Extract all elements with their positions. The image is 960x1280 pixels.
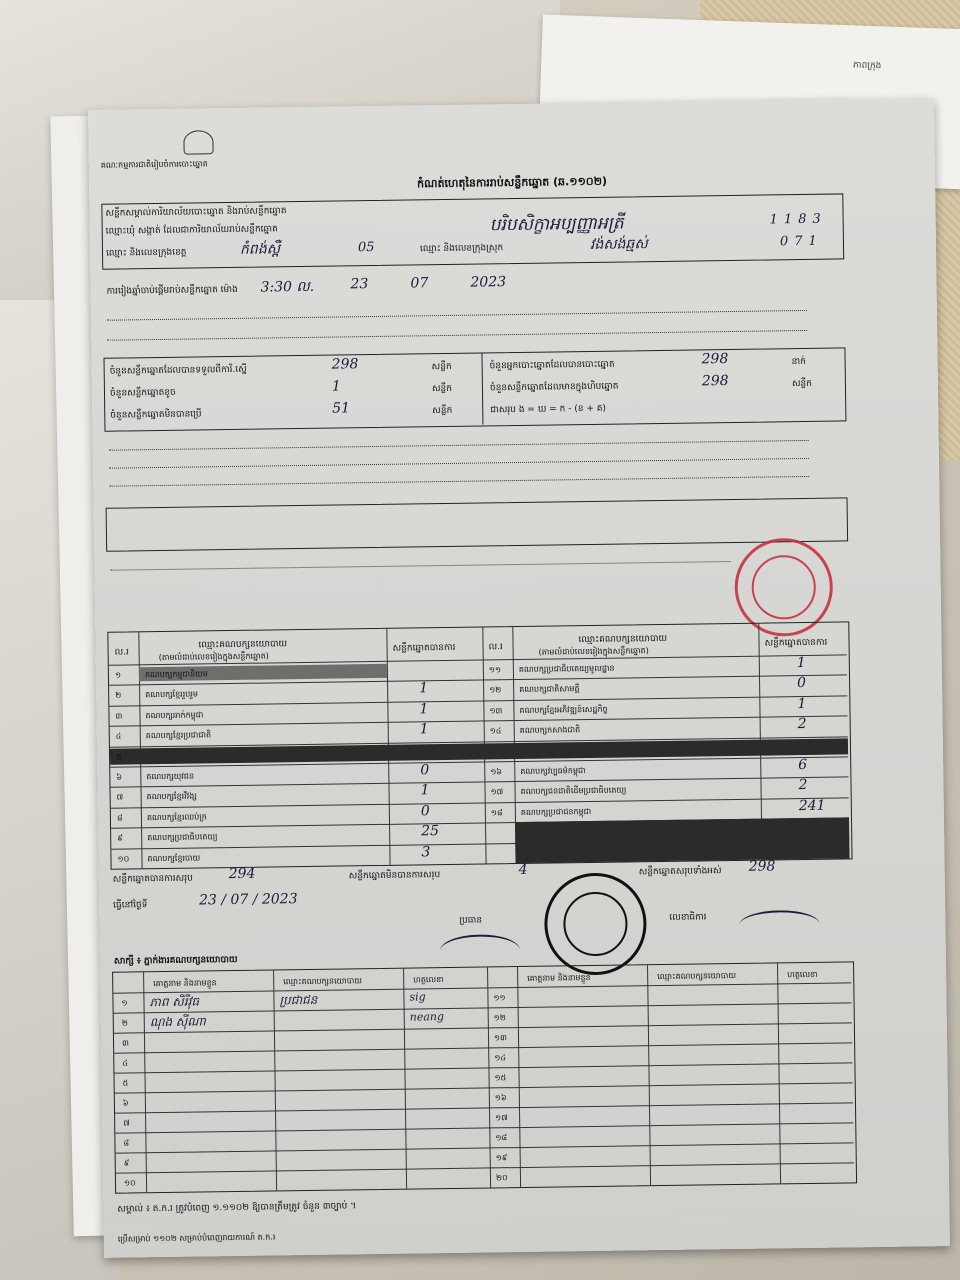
party-name: គណបក្សខ្មែរប្រជាជាតិ [145,730,212,741]
no-header-left: ល.រ [114,647,129,658]
dotted-line [109,476,809,487]
party-name: គណបក្សប្រជាជនកម្ពុជា [520,806,592,817]
row-number: ១៦ [490,767,503,777]
row-number: ១៧ [495,1113,508,1123]
reconciliation-box [103,347,846,431]
total-valid-value: 294 [228,865,256,883]
party-votes: 1 [419,701,429,718]
party-votes: 3 [421,843,431,860]
row-number: ១៨ [495,1133,508,1143]
party-votes: 1 [797,695,807,712]
row-b-unit: សន្លឹក [431,383,453,395]
row-a-unit: សន្លឹក [431,361,452,373]
party-sub-right: (តាមលំដាប់លេខរៀងក្នុងសន្លឹកឆ្នោត) [538,646,649,657]
party-votes: 2 [798,777,808,794]
row-number: ៣ [115,711,123,721]
party-votes: 0 [420,803,430,820]
row-number: ៤ [122,1058,129,1068]
witness-name: ណុង ស៊ីណា [149,1014,206,1030]
row-number: ១៤ [489,726,502,736]
row-e-unit: សន្លឹក [791,378,812,390]
commune-label: ឈ្មោះឃុំ សង្កាត់ ដែលជាការិយាល័យរាប់សន្លឹកឆ្នោត [105,224,278,237]
secretary-signature [739,910,819,939]
count-month-value: 07 [410,275,429,292]
witness-sign-header-right: ហត្ថលេខា [787,969,818,980]
party-name: គណបក្សខ្មែរបាយ [147,853,201,863]
row-number: ១៣ [493,1033,507,1043]
row-number: ១១ [493,993,506,1003]
witness-party: ប្រជាជន [279,992,318,1008]
row-number: ៩ [123,1158,130,1168]
row-number: ១ [121,998,128,1008]
no-header-right: ល.រ [488,642,503,653]
nec-emblem-icon [183,130,213,154]
party-votes: 0 [796,675,807,692]
row-number: ៥ [122,1078,129,1088]
party-header-left: ឈ្មោះគណបក្សនយោបាយ [198,639,288,651]
chair-label: ប្រធាន [459,915,483,926]
votes-header-left: សន្លឹកឆ្នោតបានការ [392,642,456,654]
dotted-line [109,458,809,469]
date-label: ធ្វើនៅថ្ងៃទី [113,900,148,911]
party-name: គណបក្សជនជាតិដើមប្រជាធិបតេយ្យ [520,785,627,797]
row-number: ៧ [123,1118,130,1128]
row-number: ១៩ [495,1153,508,1163]
row-number: ១៨ [490,808,503,818]
witness-signature: neang [409,1010,445,1024]
row-number: ៥ [115,752,122,762]
witness-party-header-right: ឈ្មោះគណបក្សនយោបាយ [657,971,736,982]
row-e-value: 298 [701,373,729,390]
row-number: ១៤ [494,1053,507,1063]
votes-header-right: សន្លឹកឆ្នោតបានការ [764,637,828,649]
commune-value: បរិបសិក្ខាអប្បញ្ញាអត្រី [489,213,624,236]
district-label: ឈ្មោះ និងលេខក្រុងស្រុក [419,243,504,255]
party-votes: 241 [798,797,826,814]
party-name: គណបក្សកម្ពុជានិយម [144,669,208,680]
row-number: ៨ [123,1138,130,1148]
party-name: គណបក្សខ្មែរអភិវឌ្ឍន៍សេដ្ឋកិច្ច [519,704,608,715]
row-c-label: ចំនួនសន្លឹកឆ្នោតមិនបានប្រើ [110,409,202,421]
party-name: គណបក្សជាតិសាមគ្គី [519,684,580,695]
date-value: 23 / 07 / 2023 [198,891,298,909]
total-all-label: សន្លឹកឆ្នោតសរុបទាំងអស់ [638,866,722,878]
witness-name: ភាព សិរីវុធ [149,994,200,1010]
count-day-value: 23 [350,276,369,293]
form-title: កំណត់ហេតុនៃការរាប់សន្លឹកឆ្នោត (ឆ.១១០២) [417,174,608,191]
party-votes: 0 [420,762,430,779]
dotted-line [107,310,807,321]
party-name: គណបក្សខ្មែរវីវង្ស [146,791,197,802]
row-c-value: 51 [332,400,351,417]
complaints-box [106,497,849,551]
code-1-value: 1183 [769,211,827,228]
total-invalid-value: 4 [518,861,528,879]
party-votes: 1 [419,680,429,697]
back-paper-label: ភាពក្រុង [852,60,882,72]
row-number: ១ [114,670,122,680]
row-number: ១០ [123,1178,136,1188]
row-b-label: ចំនួនសន្លឹកឆ្នោតខូច [109,387,176,399]
row-number: ១៥ [494,1073,507,1083]
count-time-value: 3:30 ល. [260,278,315,296]
black-official-seal [544,872,647,975]
blacked-out-area [515,818,850,863]
authority-name: គណៈកម្មការជាតិរៀបចំការបោះឆ្នោត [100,159,208,170]
row-number: ៩ [117,833,123,843]
row-e-label: ចំនួនសន្លឹកឆ្នោតដែលមានក្នុងហិបឆ្នោត [489,381,619,394]
district-value: វង់សង់ឆ្មស់ [589,236,648,253]
count-year-value: 2023 [470,274,507,291]
province-number: 05 [357,239,375,256]
row-number: ១៧ [490,787,504,797]
row-number: ១២ [489,685,502,695]
footer-note: សម្គាល់ ៖ ត.ក.រ ត្រូវបំពេញ ១.១១០២ ឱ្យបានត្រឹមត្រូវ ចំនួន ៣ច្បាប់ ។ [117,1201,357,1215]
row-f-formula: ជាសរុប ង = ឃ = ក - (ខ + គ) [490,403,607,416]
row-number: ៤ [115,731,122,741]
row-d-value: 298 [701,351,729,368]
witness-name-header-right: គោត្តនាម និងនាមខ្លួន [527,973,591,983]
row-a-value: 298 [331,356,359,373]
row-number: ៦ [116,772,123,782]
witness-signature: sig [409,990,426,1004]
province-value: កំពង់ស្ពឺ [239,241,281,258]
party-name: គណបក្សខ្មែរឈប់ក្រ [146,812,207,823]
witness-title: សាក្សី ៖ ភ្នាក់ងារគណបក្សនយោបាយ [113,954,238,967]
witness-name-header-left: គោត្តនាម និងនាមខ្លួន [153,978,217,989]
row-number: ៧ [116,792,124,803]
row-number: ២ [115,690,122,701]
party-name: គណបក្សយុវជន [146,771,195,782]
results-table [107,621,852,869]
secretary-label: លេខាធិការ [669,912,707,923]
row-c-unit: សន្លឹក [432,405,453,417]
row-number: ២០ [495,1173,508,1183]
code-2-value: 071 [779,233,823,250]
ballot-count-form [88,98,950,1258]
row-number: ២ [121,1018,128,1028]
party-name: គណបក្សខ្មែររួបរួម [145,689,199,700]
party-votes: 1 [796,654,806,672]
province-label: ឈ្មោះ និងលេខក្រុងខេត្ត [105,247,187,259]
party-votes: 25 [421,823,440,840]
party-sub-left: (តាមលំដាប់លេខរៀងក្នុងសន្លឹកឆ្នោត) [158,651,269,663]
party-votes: 2 [797,716,807,733]
dotted-line [107,330,807,341]
row-d-label: ចំនួនអ្នកបោះឆ្នោតដែលបានបោះឆ្នោត [489,359,615,372]
party-votes: 6 [798,756,808,774]
party-name: គណបក្សឆាក់កម្ពុជា [145,710,204,721]
row-number: ១២ [493,1013,506,1023]
party-votes: 1 [420,782,430,799]
party-name: គណបក្សប្រជាធិបតេយ្យមូលដ្ឋាន [518,663,615,675]
row-a-label: ចំនួនសន្លឹកឆ្នោតដែលបានទទួលពីការិ.ស្នើ [109,364,247,377]
dotted-line [109,440,809,451]
row-number: ១០ [117,854,130,864]
count-time-label: ការរៀងឆ្នាំចាប់ផ្តើមរាប់សន្លឹកឆ្នោត ម៉ោង [106,284,238,297]
party-name: គណបក្សកសាងជាតិ [519,725,581,736]
total-invalid-label: សន្លឹកឆ្នោតមិនបានការសរុប [348,870,441,882]
row-b-value: 1 [331,378,341,395]
row-number: ៣ [121,1038,129,1048]
party-header-right: ឈ្មោះគណបក្សនយោបាយ [578,633,668,646]
party-name: គណបក្សវប្បធម៌កម្ពុជា [520,766,586,776]
row-d-unit: នាក់ [791,356,806,368]
footer-form: ប្រើសម្រាប់ ១១០២ សម្រាប់បំពេញរាយការណ៍ ត.ក.រ [117,1232,276,1244]
total-valid-label: សន្លឹកឆ្នោតបានការសរុប [112,873,193,885]
row-number: ៦ [122,1098,129,1108]
section1-label: សន្លឹកសម្គាល់ការិយាល័យបោះឆ្នោត និងរាប់សន្លឹកឆ្នោត [105,206,287,219]
witness-sign-header-left: ហត្ថលេខា [413,975,444,985]
row-number: ១៦ [494,1093,507,1103]
witness-table [112,961,857,1193]
chair-signature [440,934,520,967]
total-all-value: 298 [748,858,776,875]
row-number: ៨ [116,813,123,823]
row-number: ១១ [488,665,502,675]
party-votes: 1 [419,721,429,738]
witness-party-header-left: ឈ្មោះគណបក្សនយោបាយ [283,976,363,987]
party-name: គណបក្សប្រជាធិបតេយ្យ [147,832,218,843]
dotted-line [110,561,730,571]
row-number: ១៣ [489,706,503,716]
